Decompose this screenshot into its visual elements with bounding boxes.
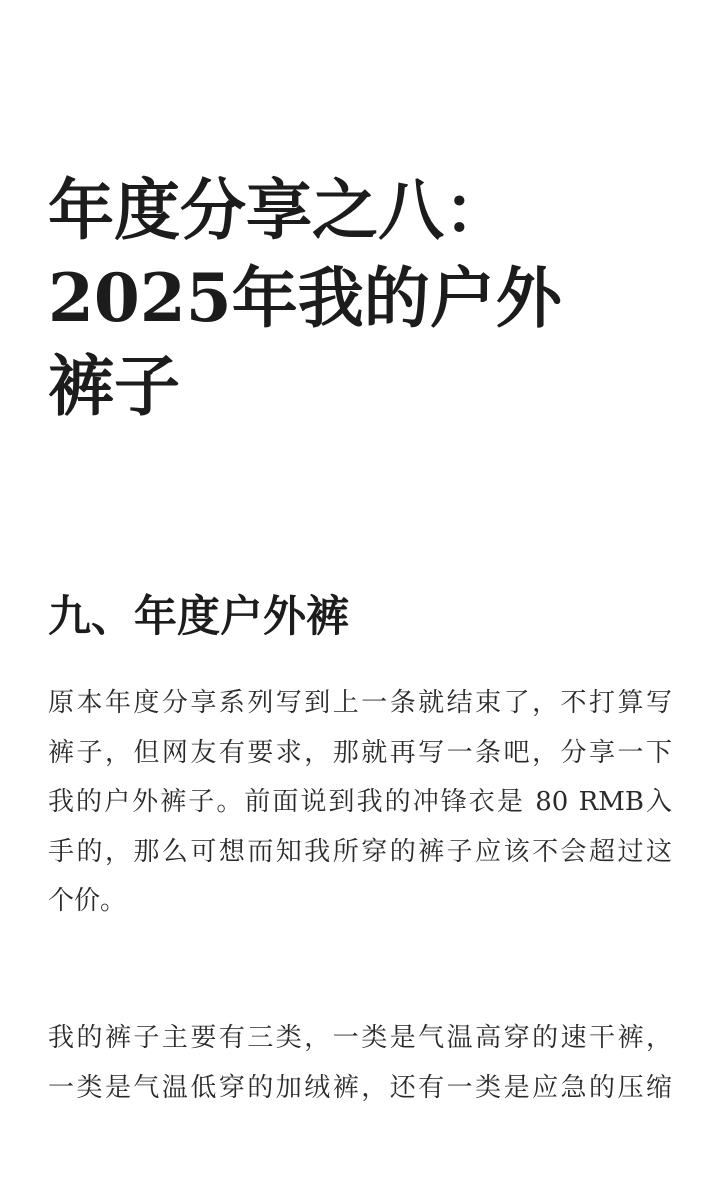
paragraph-line: 手的，那么可想而知我所穿的裤子应该不会超过这 <box>48 836 672 867</box>
paragraph-line: 个价。 <box>48 886 127 916</box>
paragraph-line: 我的裤子主要有三类，一类是气温高穿的速干裤， <box>48 1023 672 1053</box>
paragraph-line: 我的户外裤子。前面说到我的冲锋衣是 80 RMB入 <box>48 787 672 817</box>
article-title <box>48 166 608 430</box>
title-line: 裤子 <box>48 347 180 425</box>
paragraph-line: 裤子，但网友有要求，那就再写一条吧，分享一下 <box>48 737 672 768</box>
paragraph <box>48 679 672 927</box>
paragraph-line: 原本年度分享系列写到上一条就结束了，不打算写 <box>48 688 672 718</box>
title-line: 2025年我的户外 <box>48 259 562 337</box>
paragraph <box>48 1014 672 1113</box>
paragraph-line: 一类是气温低穿的加绒裤，还有一类是应急的压缩 <box>48 1072 672 1103</box>
title-line: 年度分享之八： <box>48 171 510 249</box>
section-heading: 九、年度户外裤 <box>48 592 349 642</box>
